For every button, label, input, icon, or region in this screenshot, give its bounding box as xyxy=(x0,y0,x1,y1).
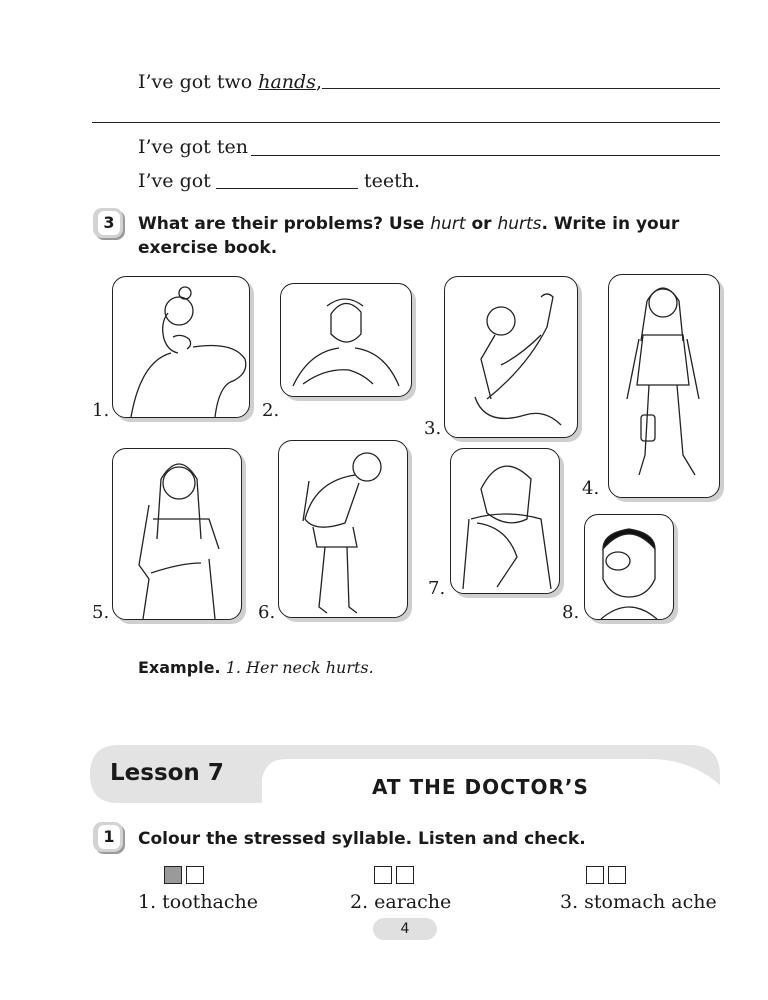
woman-neck-pain-illustration xyxy=(113,277,249,417)
picture-4 xyxy=(608,274,720,498)
picture-8 xyxy=(584,514,674,620)
answer-line-2 xyxy=(92,122,720,123)
picture-7-label: 7. xyxy=(428,578,446,599)
example-label: Example. xyxy=(138,658,221,677)
syllable-box-2a[interactable] xyxy=(374,866,392,884)
word-toothache: 1. toothache xyxy=(138,891,259,913)
example-sentence xyxy=(138,658,374,677)
sentence-teeth: I’ve got xyxy=(138,170,211,192)
picture-3 xyxy=(444,276,578,438)
answer-line-1 xyxy=(322,88,720,89)
boy-foot-pain-illustration xyxy=(445,277,577,437)
page-number: 4 xyxy=(373,918,437,940)
picture-1 xyxy=(112,276,250,418)
picture-2 xyxy=(280,283,412,397)
syllable-box-1a[interactable] xyxy=(164,866,182,884)
lesson-title: AT THE DOCTOR’S xyxy=(372,775,589,799)
sentence-hands: I’ve got two hands, xyxy=(138,71,322,93)
sentence-ten: I’ve got ten xyxy=(138,136,248,158)
boy-stomach-pain-illustration xyxy=(281,284,411,396)
picture-8-label: 8. xyxy=(562,602,580,623)
lesson-number: Lesson 7 xyxy=(110,760,224,786)
picture-6-label: 6. xyxy=(258,602,276,623)
man-back-pain-illustration xyxy=(279,441,407,617)
boy-eye-patch-illustration xyxy=(585,515,673,619)
word-stomach-ache: 3. stomach ache xyxy=(560,891,717,913)
exercise-1-badge: 1 xyxy=(93,822,123,852)
picture-5-label: 5. xyxy=(92,602,110,623)
syllable-box-1b[interactable] xyxy=(186,866,204,884)
picture-3-label: 3. xyxy=(424,418,442,439)
picture-2-label: 2. xyxy=(262,400,280,421)
exercise-3-badge: 3 xyxy=(93,208,123,238)
syllable-box-3a[interactable] xyxy=(586,866,604,884)
picture-1-label: 1. xyxy=(92,400,110,421)
picture-5 xyxy=(112,448,242,620)
answer-line-4 xyxy=(216,188,358,189)
syllable-box-3b[interactable] xyxy=(608,866,626,884)
picture-6 xyxy=(278,440,408,618)
example-text: 1. Her neck hurts. xyxy=(225,658,374,677)
picture-4-label: 4. xyxy=(582,478,600,499)
answer-line-3 xyxy=(251,155,720,156)
answer-hands: hands xyxy=(258,71,316,93)
exercise-1-instruction: Colour the stressed syllable. Listen and check. xyxy=(138,829,586,849)
girl-shoulder-pain-illustration xyxy=(451,449,559,593)
exercise-3-instruction: What are their problems? Use hurt or hurts. Write in your exercise book. xyxy=(138,214,680,258)
word-teeth: teeth. xyxy=(364,170,421,192)
girl-arm-pain-illustration xyxy=(113,449,241,619)
word-earache: 2. earache xyxy=(350,891,452,913)
girl-bandaged-knee-illustration xyxy=(609,275,719,497)
syllable-box-2b[interactable] xyxy=(396,866,414,884)
picture-7 xyxy=(450,448,560,594)
